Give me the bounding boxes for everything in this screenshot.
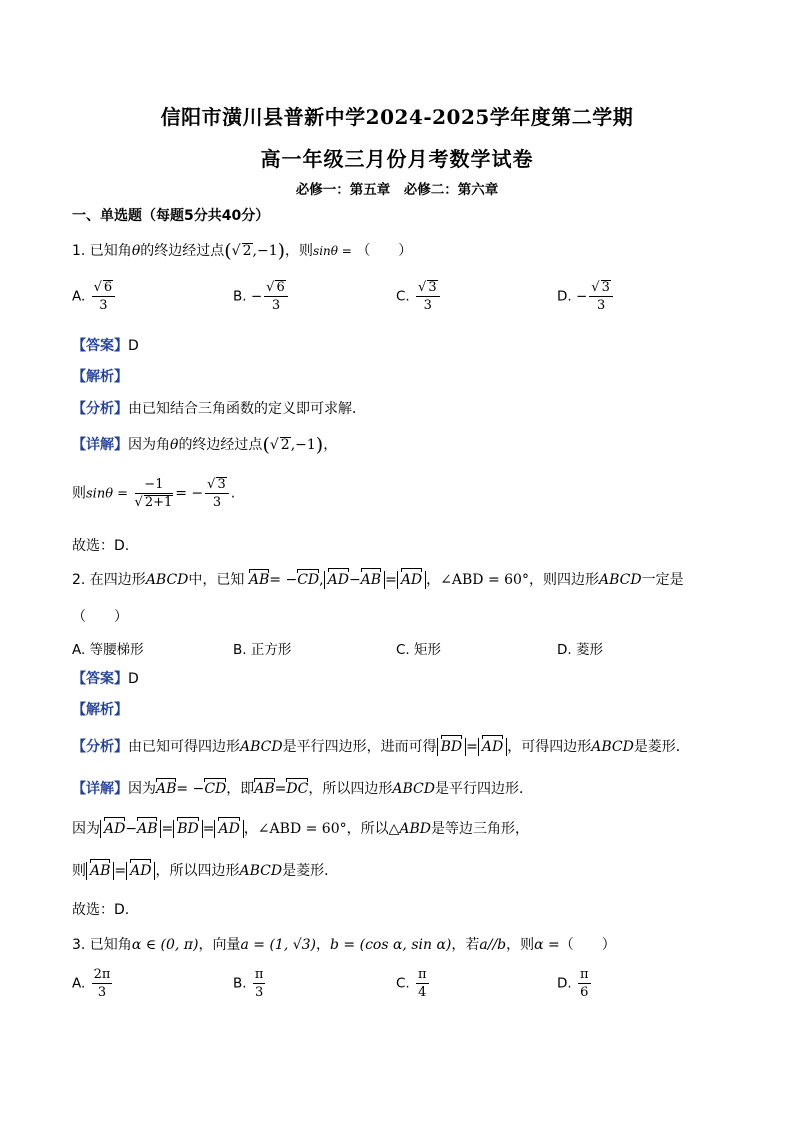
q1-answer: 【答案】D (72, 338, 139, 354)
q2-analysis-label: 【解析】 (72, 702, 128, 718)
q2-option-d[interactable]: D. 菱形 (557, 642, 603, 658)
q1-fenxi: 【分析】由已知结合三角函数的定义即可求解． (72, 401, 366, 417)
q3-option-b[interactable]: B. $\frac{\pi}{3}$ (233, 967, 264, 1000)
q1-option-a[interactable]: A. $\frac{√ 6}{3}$ (72, 280, 117, 313)
q1-option-d[interactable]: D. − $\frac{√ 3}{3}$ (557, 280, 615, 313)
q2-option-b[interactable]: B. 正方形 (233, 642, 292, 658)
exam-title-line2: 高一年级三月份月考数学试卷 (260, 147, 534, 171)
q2-choose: 故选：D. (72, 902, 130, 918)
q2-blank: （ ） (72, 609, 128, 625)
section-heading: 一、单选题（每题5分共40分） (72, 208, 270, 224)
q1-analysis-label: 【解析】 (72, 369, 128, 385)
q2-option-c[interactable]: C. 矩形 (396, 642, 442, 658)
q1-stem: 1. 已知角θ的终边经过点(√ 2,−1)，则sinθ = （ ） (72, 240, 413, 262)
q3-option-c[interactable]: C. $\frac{\pi}{4}$ (396, 967, 427, 1000)
q2-option-a[interactable]: A. 等腰梯形 (72, 642, 144, 658)
q2-answer: 【答案】D (72, 671, 139, 687)
q2-fenxi: 【分析】由已知可得四边形ABCD是平行四边形，进而可得 BD = AD ，可得四边形ABCD是菱形． (72, 739, 690, 755)
q3-option-d[interactable]: D. $\frac{\pi}{6}$ (557, 967, 589, 1000)
q2-xiangjie: 【详解】因为AB= −CD，即AB=DC，所以四边形ABCD是平行四边形． (72, 781, 533, 797)
q1-choose: 故选：D. (72, 538, 130, 554)
q2-xiangjie-line2: 因为 AD−AB = BD = AD ，∠ABD = 60°，所以△ABD是等边三角形， (72, 821, 530, 837)
exam-title-line1: 信阳市潢川县普新中学2024-2025学年度第二学期 (160, 105, 634, 129)
q2-stem: 2. 在四边形ABCD中，已知 AB= −CD, AD−AB = AD ，∠ABD = 60°，则四边形ABCD一定是 (72, 572, 684, 588)
q1-calculation: 则sinθ = $\frac{-1}{√ 2+1}$ = − $\frac{√ 3}{3}$ . (72, 477, 236, 511)
q1-option-b[interactable]: B. − $\frac{√ 6}{3}$ (233, 280, 290, 313)
exam-scope: 必修一：第五章 必修二：第六章 (295, 182, 499, 198)
q3-stem: 3. 已知角α ∈ (0, π)，向量a = (1, √3)，b = (cos α, sin α)，若a//b，则α =（ ） (72, 937, 616, 953)
q3-option-a[interactable]: A. $\frac{2\pi}{3}$ (72, 967, 111, 1000)
q1-xiangjie: 【详解】因为角θ的终边经过点(√ 2,−1)， (72, 434, 338, 456)
q1-option-c[interactable]: C. $\frac{√ 3}{3}$ (396, 280, 442, 313)
q2-xiangjie-line3: 则 AB = AD ，所以四边形ABCD是菱形． (72, 863, 339, 879)
